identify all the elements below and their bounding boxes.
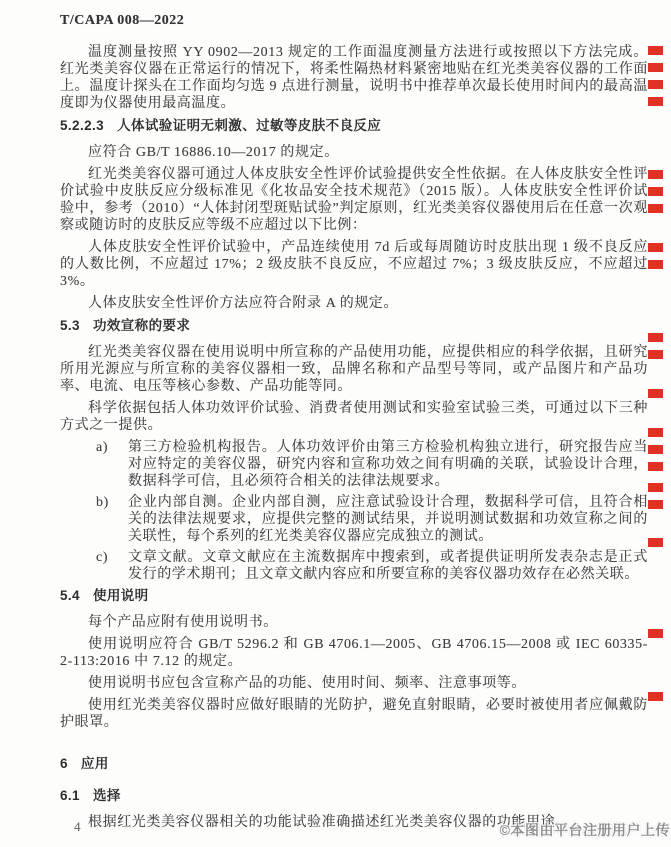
section-title: 应用 [80,756,109,771]
page-number: 4 [74,819,81,834]
list-text: 第三方检验机构报告。人体功效评价由第三方检验机构独立进行，研究报告应当对应特定的美容仪器，研究内容和宣称功效之间有明确的关联，试验设计合理，数据科学可信，且必须符合相关的法律法规要求。 [128,440,648,489]
redaction-mark [648,389,663,398]
section-heading-5-2-2-3 [60,117,648,134]
paragraph: 应符合 GB/T 16886.10—2017 的规定。 [88,145,339,160]
redaction-mark [648,500,663,509]
redaction-mark [648,333,663,342]
redaction-mark [648,260,663,269]
paragraph: 人体皮肤安全性评价方法应符合附录 A 的规定。 [88,296,399,311]
paragraph: 根据红光类美容仪器相关的功能试验准确描述红光类美容仪器的功能用途。 [88,815,570,830]
section-title: 人体试验证明无刺激、过敏等皮肤不良反应 [117,118,382,133]
redaction-mark [648,63,663,72]
list-item-a [60,439,648,490]
section-number: 6 [60,756,68,771]
paragraph: 使用说明书应包含宣称产品的功能、使用时间、频率、注意事项等。 [88,676,526,691]
redaction-mark [648,170,663,179]
section-number: 5.4 [60,588,80,603]
paragraph: 红光类美容仪器可通过人体皮肤安全性评价试验提供安全性依据。在人体皮肤安全性评价试验中皮肤反应分级标准见《化妆品安全技术规范》（2015 版）。人体皮肤安全性评价试验中，参考（2010）“人体封闭型斑贴试验”判定原则，红光类美容仪器使用后在任意一次观察或随访时的皮肤反应等级不应超过以下比例： [60,167,648,233]
list-text: 企业内部自测。企业内部自测，应注意试验设计合理，数据科学可信，且符合相关的法律法规要求，应提供完整的测试结果，并说明测试数据和功效宣称之间的关联性，每个系列的红光类美容仪器应完成独立的测试。 [128,495,648,544]
paragraph: 红光类美容仪器在使用说明中所宣称的产品使用功能，应提供相应的科学依据，且研究所用光源应与所宣称的美容仪器相一致，品牌名称和产品型号等同，或产品图片和产品功率、电流、电压等核心参数、产品功能等同。 [60,345,648,394]
redaction-mark [648,462,663,471]
section-number: 6.1 [60,788,80,803]
redaction-mark [648,629,663,638]
standard-number-header: T/CAPA 008—2022 [60,13,185,28]
paragraph: 使用红光类美容仪器时应做好眼睛的光防护，避免直射眼睛，必要时被使用者应佩戴防护眼罩。 [60,698,648,730]
section-heading-5-3 [60,317,648,334]
redaction-mark [648,204,663,213]
section-title: 使用说明 [92,588,149,603]
section-number: 5.2.2.3 [60,118,105,133]
redaction-mark [648,692,663,701]
list-label: b) [96,495,109,510]
paragraph: 科学依据包括人体功效评价试验、消费者使用测试和实验室试验三类，可通过以下三种方式之一提供。 [60,401,648,433]
section-number: 5.3 [60,318,80,333]
paragraph: 温度测量按照 YY 0902—2013 规定的工作面温度测量方法进行或按照以下方法完成。红光类美容仪器在正常运行的情况下，将柔性隔热材料紧密地贴在红光类美容仪器的工作面上。温度计探头在工作面均匀选 9 点进行测量，说明书中推荐单次最长使用时间内的最高温度即为仪器使用最高温度。 [60,45,648,111]
paragraph: 每个产品应附有使用说明书。 [88,615,278,630]
redaction-mark [648,97,663,106]
redaction-mark [648,483,663,492]
redaction-mark [648,46,663,55]
section-heading-6-1 [60,787,648,804]
list-label: c) [96,550,109,565]
paragraph: 人体皮肤安全性评价试验中，产品连续使用 7d 后或每周随访时皮肤出现 1 级不良反应的人数比例，不应超过 17%；2 级皮肤不良反应，不应超过 7%；3 级皮肤反应，不应超过 3%。 [60,240,648,289]
chapter-heading-6 [60,755,648,772]
section-heading-5-4 [60,587,648,604]
list-text: 文章文献。文章文献应在主流数据库中搜索到，或者提供证明所发表杂志是正式发行的学术期刊；且文章文献内容应和所要宣称的美容仪器功效存在必然关联。 [128,550,648,582]
redaction-mark [648,538,663,547]
list-item-c [60,549,648,583]
section-title: 选择 [92,788,121,803]
document-body [60,44,648,836]
uploader-watermark: ©本图由平台注册用户上传 [499,822,670,838]
list-item-b [60,494,648,545]
redaction-mark [648,350,663,359]
redaction-mark [648,445,663,454]
section-title: 功效宣称的要求 [92,318,191,333]
redaction-mark [648,80,663,89]
list-label: a) [96,440,109,455]
paragraph: 使用说明应符合 GB/T 5296.2 和 GB 4706.1—2005、GB 4706.15—2008 或 IEC 60335-2-113:2016 中 7.12 的规定。 [60,637,648,669]
redaction-mark [648,243,663,252]
redaction-mark [648,187,663,196]
redaction-mark [648,428,663,437]
